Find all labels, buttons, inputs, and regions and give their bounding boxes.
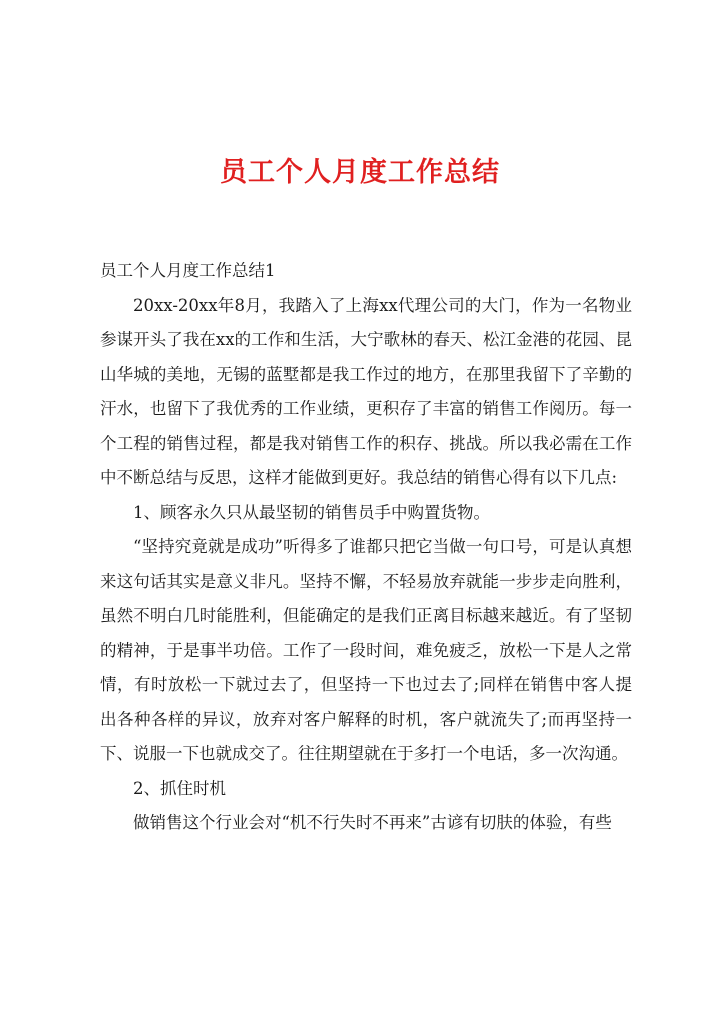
paragraph-intro: 20xx-20xx年8月，我踏入了上海xx代理公司的大门，作为一名物业参谋开头了我在xx的工作和生活，大宁歌林的春天、松江金港的花园、昆山华城的美地，无锡的蓝墅都是我工作过的地方，在那里我留下了辛勤的汗水，也留下了我优秀的工作业绩，更积存了丰富的销售工作阅历。每一个工程的销售过程，都是我对销售工作的积存、挑战。所以我必需在工作中不断总结与反思，这样才能做到更好。我总结的销售心得有以下几点: [100,295,632,487]
point-1-heading: 1、顾客永久只从最坚韧的销售员手中购置货物。 [133,502,490,522]
document-body [100,254,632,841]
paragraph-persistence: “坚持究竟就是成功”听得多了谁都只把它当做一句口号，可是认真想来这句话其实是意义非凡。坚持不懈，不轻易放弃就能一步步走向胜利，虽然不明白几时能胜利，但能确定的是我们正离目标越来越近。有了坚韧的精神，于是事半功倍。工作了一段时间，难免疲乏，放松一下是人之常情，有时放松一下就过去了，但坚持一下也过去了;同样在销售中客人提出各种各样的异议，放弃对客户解释的时机，客户就流失了;而再坚持一下、说服一下也就成交了。往往期望就在于多打一个电话，多一次沟通。 [100,537,632,763]
document-title: 员工个人月度工作总结 [220,157,500,188]
paragraph-opportunity: 做销售这个行业会对“机不行失时不再来”古谚有切肤的体验，有些 [133,813,612,832]
point-2-heading: 2、抓住时机 [133,778,226,798]
section-heading: 员工个人月度工作总结1 [100,261,276,280]
